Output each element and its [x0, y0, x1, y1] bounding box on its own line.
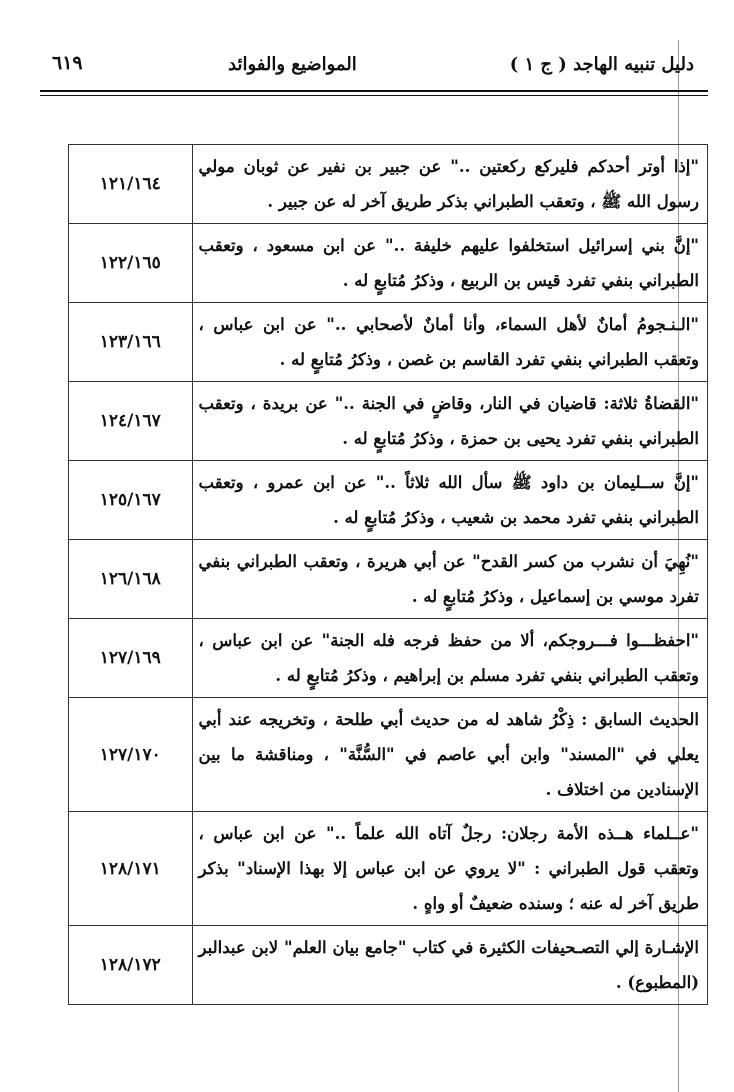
table-row — [69, 461, 708, 540]
table-row — [69, 540, 708, 619]
entry-text: "إذا أوتر أحدكم فليركع ركعتين .." عن جبير بن نفير عن ثوبان مولي رسول الله ﷺ ، وتعقب الطبراني بذكر طريق آخر له عن جبير . — [192, 145, 707, 224]
entry-reference: ١٢١/١٦٤ — [69, 145, 193, 224]
table-row — [69, 303, 708, 382]
section-title: المواضيع والفوائد — [228, 54, 357, 75]
table-row — [69, 382, 708, 461]
entry-reference: ١٢٥/١٦٧ — [69, 461, 193, 540]
header-rule-thin — [40, 95, 708, 96]
entry-reference: ١٢٧/١٦٩ — [69, 619, 193, 698]
table-row — [69, 812, 708, 926]
page-number: ٦١٩ — [52, 52, 83, 74]
entry-text: "القضاةُ ثلاثة: قاضيان في النار، وقاضٍ في الجنة .." عن بريدة ، وتعقب الطبراني بنفي تفرد يحيى بن حمزة ، وذكرُ مُتابعٍ له . — [192, 382, 707, 461]
index-table — [68, 144, 708, 1005]
entry-reference: ١٢٧/١٧٠ — [69, 698, 193, 812]
table-row — [69, 619, 708, 698]
entry-text: الحديث السابق : ذِكْرُ شاهد له من حديث أبي طلحة ، وتخريجه عند أبي يعلي في "المسند" وابن أبي عاصم في "السُّنَّة" ، ومناقشة ما بين الإسنادين من اختلاف . — [192, 698, 707, 812]
entry-text: "احفظـــوا فـــروجكم، ألا من حفظ فرجه فله الجنة" عن ابن عباس ، وتعقب الطبراني بنفي تفرد مسلم بن إبراهيم ، وذكرُ مُتابعٍ له . — [192, 619, 707, 698]
book-title: دليل تنبيه الهاجد ( ج ١ ) — [509, 54, 694, 75]
entry-reference: ١٢٨/١٧٢ — [69, 926, 193, 1005]
entry-text: "الـنـجومُ أمانٌ لأهل السماء، وأنا أمانٌ لأصحابي .." عن ابن عباس ، وتعقب الطبراني بنفي تفرد القاسم بن غصن ، وذكرُ مُتابعٍ له . — [192, 303, 707, 382]
entry-reference: ١٢٢/١٦٥ — [69, 224, 193, 303]
table-row — [69, 698, 708, 812]
entry-reference: ١٢٦/١٦٨ — [69, 540, 193, 619]
entry-text: الإشـارة إلي التصـحيفات الكثيرة في كتاب "جامع بيان العلم" لابن عبدالبر (المطبوع) . — [192, 926, 707, 1005]
entry-text: "عــلماء هــذه الأمة رجلان: رجلٌ آتاه الله علماً .." عن ابن عباس ، وتعقب قول الطبراني : "لا يروي عن ابن عباس إلا بهذا الإسناد" بذكر طريق آخر له عنه ؛ وسنده ضعيفٌ أو واهٍ . — [192, 812, 707, 926]
table-row — [69, 145, 708, 224]
table-row — [69, 224, 708, 303]
entry-reference: ١٢٣/١٦٦ — [69, 303, 193, 382]
entry-text: "إنَّ ســليمان بن داود ﷺ سأل الله ثلاثاً .." عن ابن عمرو ، وتعقب الطبراني بنفي تفرد محمد بن شعيب ، وذكرُ مُتابعٍ له . — [192, 461, 707, 540]
table-row — [69, 926, 708, 1005]
entry-reference: ١٢٨/١٧١ — [69, 812, 193, 926]
page-header — [40, 44, 708, 94]
entry-text: "نُهِيَ أن نشرب من كسر القدح" عن أبي هريرة ، وتعقب الطبراني بنفي تفرد موسي بن إسماعيل ، وذكرُ مُتابعٍ له . — [192, 540, 707, 619]
header-rule — [40, 90, 708, 92]
entry-text: "إنَّ بني إسرائيل استخلفوا عليهم خليفة .." عن ابن مسعود ، وتعقب الطبراني بنفي تفرد قيس بن الربيع ، وذكرُ مُتابعٍ له . — [192, 224, 707, 303]
entry-reference: ١٢٤/١٦٧ — [69, 382, 193, 461]
